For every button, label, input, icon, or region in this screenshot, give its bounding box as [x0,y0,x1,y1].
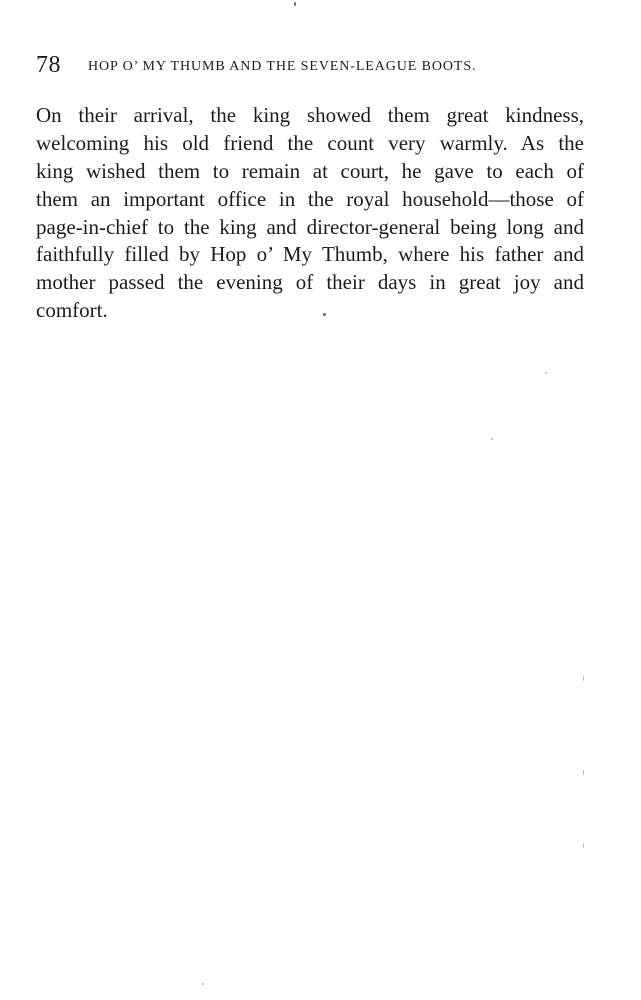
text-line: comfort. [36,298,108,323]
print-speck [545,372,547,374]
text-line: king wished them to remain at court, he gave to each of [36,158,584,183]
text-line: them an important office in the royal household—those of [36,186,584,211]
running-title: HOP O’ MY THUMB AND THE SEVEN-LEAGUE BOOTS. [88,59,477,74]
text-line: welcoming his old friend the count very warmly. As the [36,130,584,155]
text-line: faithfully filled by Hop o’ My Thumb, where his father and [36,242,584,267]
body-paragraph [36,102,584,325]
print-speck [583,676,584,681]
text-line: mother passed the evening of their days in great joy and [36,270,584,295]
print-speck [323,313,326,316]
print-speck [491,438,493,440]
page-number: 78 [36,52,61,78]
print-speck [294,2,296,6]
print-speck [583,770,584,775]
text-line: page-in-chief to the king and director-general being long and [36,214,584,239]
running-head [36,51,584,79]
text-line: On their arrival, the king showed them great kindness, [36,103,584,127]
print-speck [202,983,204,985]
print-speck [583,843,584,848]
